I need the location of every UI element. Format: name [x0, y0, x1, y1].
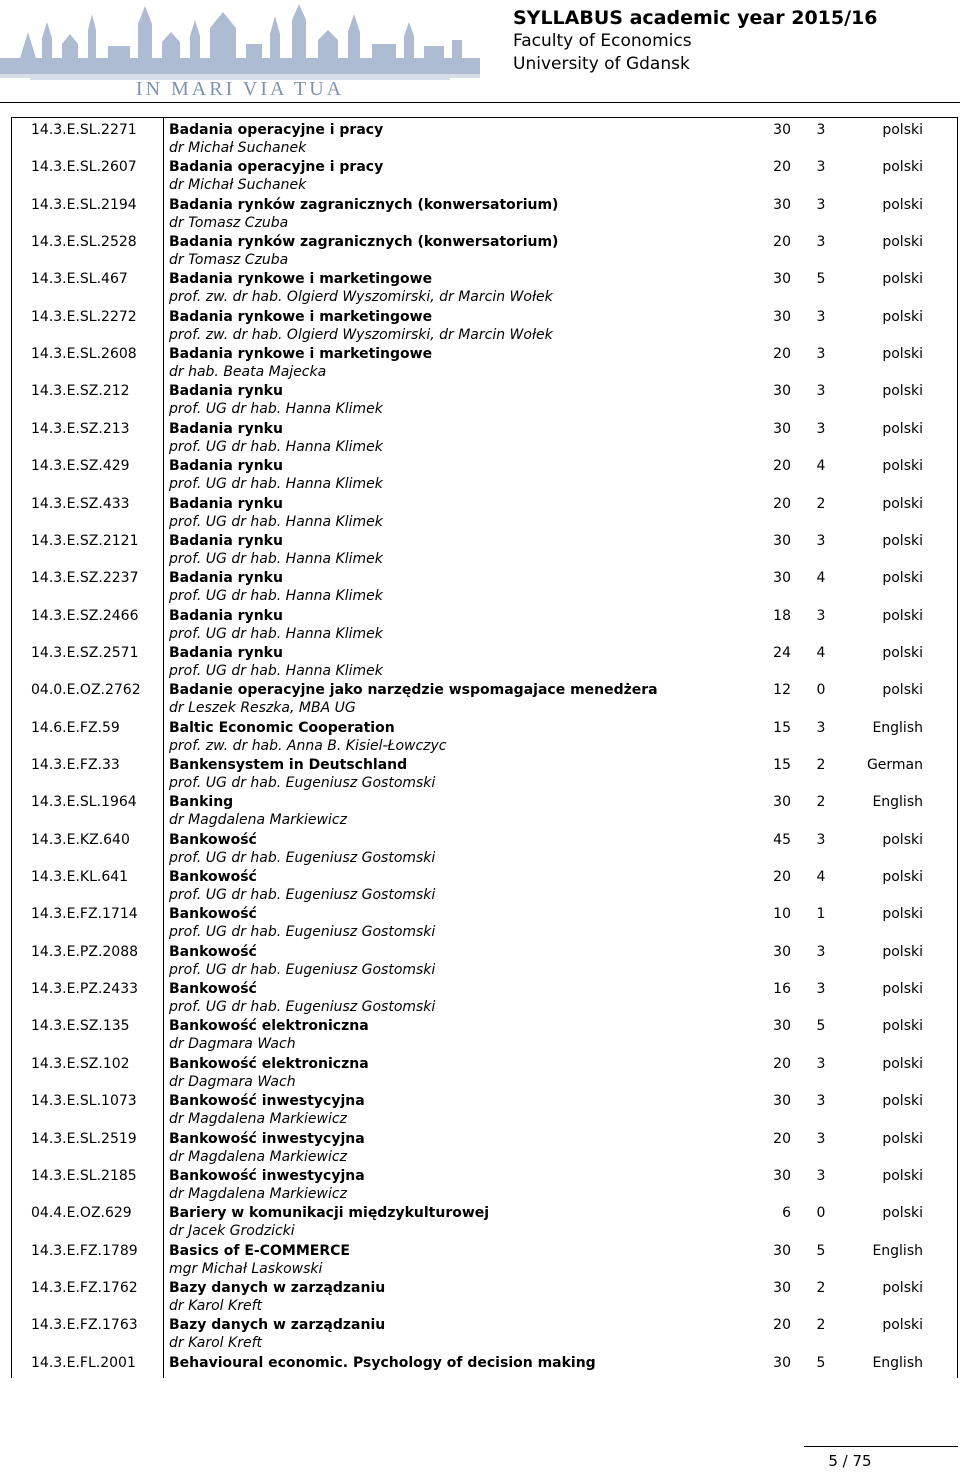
- course-table: [11, 117, 958, 1378]
- course-ects: 2: [816, 757, 826, 773]
- course-title: Behavioural economic. Psychology of decision making: [169, 1354, 596, 1371]
- course-lecturer: prof. zw. dr hab. Anna B. Kisiel-Łowczyc: [169, 737, 447, 754]
- course-code: 14.3.E.SL.2272: [31, 308, 137, 325]
- table-row: [11, 718, 958, 755]
- course-ects: 3: [816, 1093, 826, 1110]
- faculty-name: Faculty of Economics: [513, 31, 692, 51]
- course-lecturer: prof. UG dr hab. Hanna Klimek: [169, 513, 383, 530]
- course-lecturer: prof. zw. dr hab. Olgierd Wyszomirski, dr Marcin Wołek: [169, 289, 553, 306]
- course-lecturer: prof. UG dr hab. Hanna Klimek: [169, 401, 383, 418]
- course-lecturer: dr Tomasz Czuba: [169, 252, 289, 269]
- course-hours: 20: [773, 346, 791, 363]
- course-code: 14.3.E.SL.1073: [31, 1093, 137, 1110]
- course-hours: 20: [773, 495, 791, 512]
- course-title: Badania rynku: [169, 607, 283, 624]
- course-lecturer: prof. UG dr hab. Eugeniusz Gostomski: [169, 775, 436, 791]
- course-lecturer: prof. UG dr hab. Eugeniusz Gostomski: [169, 849, 436, 866]
- course-hours: 45: [773, 831, 791, 848]
- table-row: [11, 381, 958, 418]
- course-lecturer: dr Magdalena Markiewicz: [169, 1185, 347, 1202]
- course-ects: 3: [816, 943, 826, 960]
- course-title: Badania rynku: [169, 570, 283, 587]
- course-lecturer: dr Magdalena Markiewicz: [169, 1148, 347, 1165]
- course-hours: 30: [773, 1354, 791, 1371]
- course-ects: 3: [816, 831, 826, 848]
- table-row: [11, 830, 958, 867]
- course-code: 14.3.E.FL.2001: [31, 1354, 136, 1371]
- course-language: polski: [882, 495, 923, 512]
- course-lecturer: prof. UG dr hab. Hanna Klimek: [169, 588, 383, 605]
- course-code: 14.3.E.SL.2194: [31, 196, 137, 213]
- course-title: Badania rynku: [169, 644, 283, 661]
- course-lecturer: dr hab. Beata Majecka: [169, 364, 327, 381]
- course-hours: 24: [773, 644, 791, 661]
- table-row: [11, 1353, 958, 1390]
- table-row: [11, 1091, 958, 1128]
- header-text: [513, 6, 953, 76]
- course-language: polski: [882, 532, 923, 549]
- course-hours: 15: [773, 719, 791, 736]
- course-language: polski: [882, 943, 923, 960]
- course-ects: 3: [816, 234, 826, 251]
- course-code: 14.3.E.SL.2607: [31, 159, 137, 176]
- course-title: Banking: [169, 794, 234, 811]
- page-number: 5 / 75: [828, 1452, 872, 1470]
- course-ects: 4: [816, 570, 826, 587]
- course-ects: 3: [816, 420, 826, 437]
- course-code: 04.4.E.OZ.629: [31, 1205, 132, 1222]
- table-row: [11, 1315, 958, 1352]
- course-code: 14.3.E.FZ.1763: [31, 1317, 138, 1334]
- course-language: polski: [882, 682, 923, 699]
- page-header: [0, 0, 960, 102]
- course-code: 14.3.E.FZ.1714: [31, 906, 138, 923]
- course-code: 14.3.E.SL.2528: [31, 234, 137, 251]
- course-hours: 6: [782, 1205, 791, 1222]
- course-ects: 0: [816, 682, 826, 699]
- course-language: polski: [882, 1167, 923, 1184]
- course-language: polski: [882, 981, 923, 998]
- table-row: [11, 942, 958, 979]
- course-lecturer: dr Leszek Reszka, MBA UG: [169, 700, 356, 717]
- course-hours: 30: [773, 532, 791, 549]
- table-row: [11, 232, 958, 269]
- footer-divider: [804, 1446, 958, 1447]
- course-hours: 10: [773, 906, 791, 923]
- course-ects: 3: [816, 1130, 826, 1147]
- course-language: polski: [882, 570, 923, 587]
- course-language: polski: [882, 607, 923, 624]
- course-lecturer: prof. UG dr hab. Hanna Klimek: [169, 625, 383, 642]
- course-language: polski: [882, 196, 923, 213]
- course-hours: 20: [773, 458, 791, 475]
- course-title: Badania operacyjne i pracy: [169, 159, 384, 176]
- course-code: 14.3.E.SZ.429: [31, 458, 130, 475]
- course-hours: 20: [773, 1055, 791, 1072]
- course-ects: 1: [816, 906, 826, 923]
- course-ects: 5: [816, 1354, 826, 1371]
- table-row: [11, 419, 958, 456]
- course-title: Badania rynków zagranicznych (konwersatorium): [169, 196, 559, 213]
- course-lecturer: prof. UG dr hab. Eugeniusz Gostomski: [169, 961, 436, 978]
- course-title: Bankowość inwestycyjna: [169, 1130, 365, 1147]
- course-title: Badania rynku: [169, 383, 283, 400]
- table-row: [11, 568, 958, 605]
- course-language: polski: [882, 420, 923, 437]
- course-code: 14.3.E.SZ.433: [31, 495, 130, 512]
- table-row: [11, 1278, 958, 1315]
- course-language: polski: [882, 1279, 923, 1296]
- course-title: Bankowość: [169, 981, 257, 998]
- course-hours: 30: [773, 196, 791, 213]
- course-code: 14.3.E.SL.1964: [31, 794, 137, 811]
- course-code: 14.3.E.SZ.2121: [31, 532, 139, 549]
- table-row: [11, 680, 958, 717]
- course-hours: 18: [773, 607, 791, 624]
- course-hours: 30: [773, 1279, 791, 1296]
- course-language: polski: [882, 1093, 923, 1110]
- course-lecturer: dr Magdalena Markiewicz: [169, 812, 347, 829]
- course-language: polski: [882, 234, 923, 251]
- course-title: Bankowość: [169, 831, 257, 848]
- course-title: Badania rynkowe i marketingowe: [169, 346, 433, 363]
- course-code: 14.3.E.SZ.102: [31, 1055, 130, 1072]
- table-row: [11, 606, 958, 643]
- course-title: Bankowość elektroniczna: [169, 1018, 369, 1035]
- course-language: polski: [882, 159, 923, 176]
- course-language: English: [872, 1242, 923, 1259]
- course-title: Baltic Economic Cooperation: [169, 719, 395, 736]
- course-ects: 0: [816, 1205, 826, 1222]
- university-name: University of Gdansk: [513, 54, 690, 74]
- course-language: polski: [882, 346, 923, 363]
- course-hours: 15: [773, 757, 791, 773]
- course-title: Bankowość: [169, 869, 257, 885]
- course-hours: 20: [773, 159, 791, 176]
- course-language: polski: [882, 1018, 923, 1035]
- course-hours: 30: [773, 1242, 791, 1259]
- course-language: polski: [882, 869, 923, 885]
- course-lecturer: dr Tomasz Czuba: [169, 214, 289, 231]
- course-code: 14.3.E.SL.2271: [31, 122, 137, 138]
- course-ects: 2: [816, 495, 826, 512]
- course-hours: 30: [773, 794, 791, 811]
- course-code: 14.3.E.SZ.213: [31, 420, 130, 437]
- course-language: polski: [882, 122, 923, 138]
- table-row: [11, 344, 958, 381]
- course-lecturer: prof. zw. dr hab. Olgierd Wyszomirski, dr Marcin Wołek: [169, 326, 553, 343]
- course-code: 14.3.E.FZ.33: [31, 757, 120, 773]
- course-title: Badanie operacyjne jako narzędzie wspomagajace menedżera: [169, 682, 658, 699]
- course-title: Badania rynkowe i marketingowe: [169, 271, 433, 288]
- course-code: 14.6.E.FZ.59: [31, 719, 120, 736]
- course-ects: 3: [816, 1167, 826, 1184]
- course-title: Badania operacyjne i pracy: [169, 122, 384, 138]
- course-title: Badania rynku: [169, 458, 283, 475]
- course-hours: 20: [773, 234, 791, 251]
- course-title: Basics of E-COMMERCE: [169, 1242, 350, 1259]
- course-language: German: [866, 757, 923, 773]
- course-code: 14.3.E.KZ.640: [31, 831, 130, 848]
- course-title: Bankowość: [169, 906, 257, 923]
- course-title: Bankowość inwestycyjna: [169, 1167, 365, 1184]
- course-ects: 4: [816, 644, 826, 661]
- course-lecturer: dr Dagmara Wach: [169, 1036, 296, 1053]
- gdansk-skyline-logo: [0, 0, 480, 100]
- course-language: polski: [882, 383, 923, 400]
- course-lecturer: prof. UG dr hab. Eugeniusz Gostomski: [169, 999, 436, 1016]
- motto-text: IN MARI VIA TUA: [135, 78, 345, 100]
- course-code: 14.3.E.PZ.2088: [31, 943, 139, 960]
- table-row: [11, 1129, 958, 1166]
- course-lecturer: dr Michał Suchanek: [169, 177, 307, 194]
- course-ects: 2: [816, 794, 826, 811]
- course-title: Badania rynku: [169, 420, 283, 437]
- course-title: Bariery w komunikacji międzykulturowej: [169, 1205, 490, 1222]
- course-hours: 30: [773, 1167, 791, 1184]
- course-ects: 3: [816, 346, 826, 363]
- course-ects: 3: [816, 1055, 826, 1072]
- course-title: Badania rynku: [169, 495, 283, 512]
- course-language: polski: [882, 1317, 923, 1334]
- course-code: 04.0.E.OZ.2762: [31, 682, 141, 699]
- course-language: polski: [882, 644, 923, 661]
- course-language: polski: [882, 831, 923, 848]
- table-row: [11, 1241, 958, 1278]
- course-hours: 30: [773, 383, 791, 400]
- course-ects: 5: [816, 1018, 826, 1035]
- course-language: polski: [882, 1205, 923, 1222]
- course-ects: 3: [816, 308, 826, 325]
- course-lecturer: dr Karol Kreft: [169, 1297, 262, 1314]
- course-lecturer: prof. UG dr hab. Eugeniusz Gostomski: [169, 887, 436, 903]
- course-code: 14.3.E.SL.2519: [31, 1130, 137, 1147]
- course-hours: 30: [773, 943, 791, 960]
- table-row: [11, 307, 958, 344]
- course-title: Bankowość inwestycyjna: [169, 1093, 365, 1110]
- course-code: 14.3.E.PZ.2433: [31, 981, 139, 998]
- course-ects: 3: [816, 719, 826, 736]
- course-code: 14.3.E.SL.2608: [31, 346, 137, 363]
- table-row: [11, 195, 958, 232]
- course-ects: 4: [816, 869, 826, 885]
- table-row: [11, 120, 958, 157]
- course-language: polski: [882, 308, 923, 325]
- course-ects: 5: [816, 271, 826, 288]
- course-hours: 30: [773, 271, 791, 288]
- course-code: 14.3.E.SL.2185: [31, 1167, 137, 1184]
- header-divider: [0, 102, 960, 103]
- course-language: polski: [882, 906, 923, 923]
- course-hours: 16: [773, 981, 791, 998]
- table-row: [11, 1054, 958, 1091]
- course-ects: 3: [816, 532, 826, 549]
- course-ects: 2: [816, 1279, 826, 1296]
- course-language: polski: [882, 271, 923, 288]
- table-row: [11, 531, 958, 568]
- course-code: 14.3.E.KL.641: [31, 869, 129, 885]
- course-lecturer: mgr Michał Laskowski: [169, 1260, 323, 1277]
- course-code: 14.3.E.SZ.135: [31, 1018, 130, 1035]
- course-hours: 30: [773, 1018, 791, 1035]
- course-title: Bazy danych w zarządzaniu: [169, 1279, 386, 1296]
- course-lecturer: prof. UG dr hab. Eugeniusz Gostomski: [169, 924, 436, 941]
- course-ects: 5: [816, 1242, 826, 1259]
- course-code: 14.3.E.SZ.2237: [31, 570, 139, 587]
- course-hours: 30: [773, 122, 791, 138]
- course-lecturer: prof. UG dr hab. Hanna Klimek: [169, 662, 383, 679]
- course-lecturer: dr Michał Suchanek: [169, 140, 307, 156]
- table-row: [11, 494, 958, 531]
- course-hours: 20: [773, 869, 791, 885]
- course-code: 14.3.E.SZ.2571: [31, 644, 139, 661]
- table-row: [11, 157, 958, 194]
- course-ects: 3: [816, 196, 826, 213]
- table-row: [11, 456, 958, 493]
- course-ects: 4: [816, 458, 826, 475]
- course-title: Bankowość elektroniczna: [169, 1055, 369, 1072]
- course-hours: 30: [773, 1093, 791, 1110]
- course-hours: 30: [773, 308, 791, 325]
- course-hours: 20: [773, 1130, 791, 1147]
- course-ects: 2: [816, 1317, 826, 1334]
- course-language: polski: [882, 1055, 923, 1072]
- course-hours: 30: [773, 420, 791, 437]
- course-lecturer: prof. UG dr hab. Hanna Klimek: [169, 438, 383, 455]
- course-language: polski: [882, 1130, 923, 1147]
- course-language: English: [872, 719, 923, 736]
- course-code: 14.3.E.FZ.1762: [31, 1279, 138, 1296]
- course-title: Badania rynku: [169, 532, 283, 549]
- table-row: [11, 904, 958, 941]
- course-ects: 3: [816, 383, 826, 400]
- table-row: [11, 867, 958, 904]
- syllabus-title: SYLLABUS academic year 2015/16: [513, 7, 878, 29]
- course-lecturer: dr Dagmara Wach: [169, 1073, 296, 1090]
- course-code: 14.3.E.SZ.212: [31, 383, 130, 400]
- course-title: Badania rynkowe i marketingowe: [169, 308, 433, 325]
- course-title: Bazy danych w zarządzaniu: [169, 1317, 386, 1334]
- course-code: 14.3.E.FZ.1789: [31, 1242, 138, 1259]
- course-lecturer: dr Jacek Grodzicki: [169, 1223, 295, 1240]
- table-row: [11, 792, 958, 829]
- table-row: [11, 1166, 958, 1203]
- course-ects: 3: [816, 607, 826, 624]
- course-lecturer: dr Karol Kreft: [169, 1335, 262, 1352]
- table-row: [11, 1203, 958, 1240]
- course-ects: 3: [816, 981, 826, 998]
- course-hours: 12: [773, 682, 791, 699]
- course-title: Badania rynków zagranicznych (konwersatorium): [169, 234, 559, 251]
- course-code: 14.3.E.SZ.2466: [31, 607, 139, 624]
- course-hours: 20: [773, 1317, 791, 1334]
- course-hours: 30: [773, 570, 791, 587]
- course-title: Bankowość: [169, 943, 257, 960]
- course-lecturer: prof. UG dr hab. Hanna Klimek: [169, 476, 383, 493]
- course-language: English: [872, 794, 923, 811]
- course-ects: 3: [816, 122, 826, 138]
- table-row: [11, 269, 958, 306]
- table-row: [11, 643, 958, 680]
- course-language: polski: [882, 458, 923, 475]
- table-row: [11, 755, 958, 792]
- course-ects: 3: [816, 159, 826, 176]
- course-language: English: [872, 1354, 923, 1371]
- table-row: [11, 979, 958, 1016]
- course-title: Bankensystem in Deutschland: [169, 757, 408, 773]
- table-row: [11, 1016, 958, 1053]
- course-lecturer: dr Magdalena Markiewicz: [169, 1111, 347, 1128]
- course-code: 14.3.E.SL.467: [31, 271, 128, 288]
- course-lecturer: prof. UG dr hab. Hanna Klimek: [169, 550, 383, 567]
